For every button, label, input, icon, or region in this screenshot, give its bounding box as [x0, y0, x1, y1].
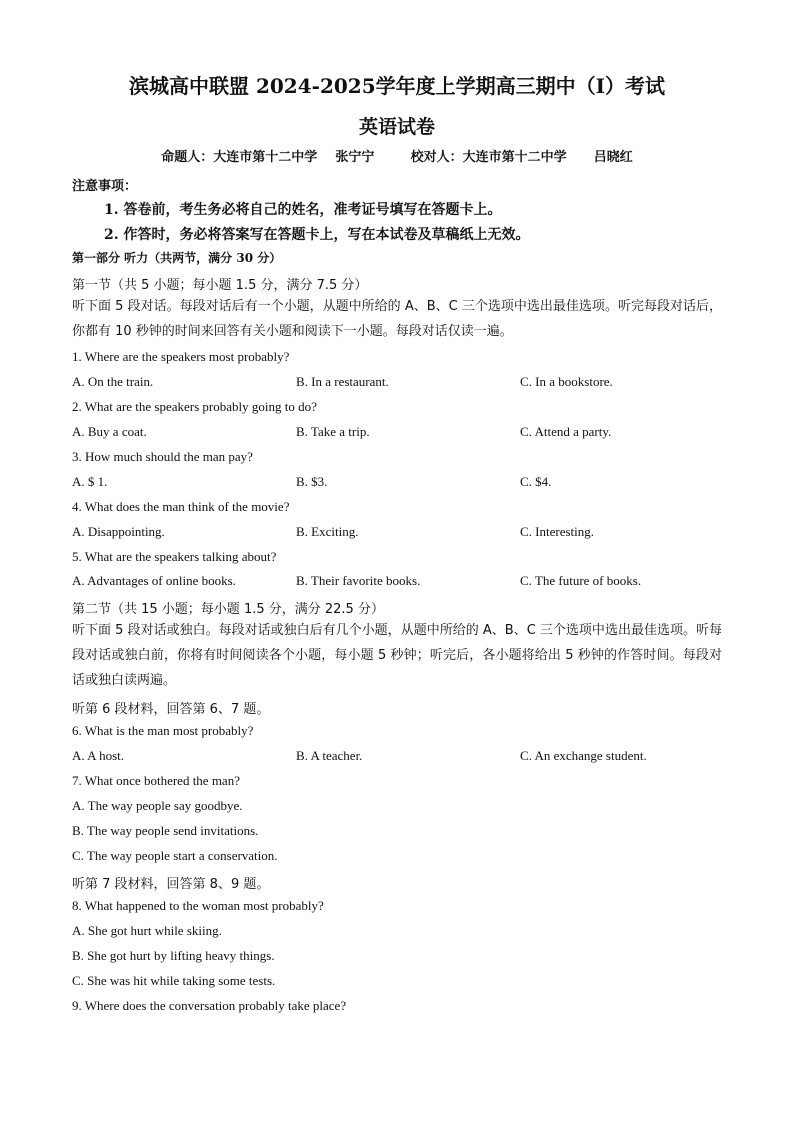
q4-option-c: C. Interesting.: [520, 524, 595, 539]
q3-option-a: A. $ 1.: [72, 474, 108, 489]
notice-heading: 注意事项：: [72, 179, 138, 194]
q5-option-a: A. Advantages of online books.: [72, 573, 236, 588]
question-1: 1. Where are the speakers most probably?: [72, 349, 290, 364]
exam-title: 滨城高中联盟 2024-2025学年度上学期高三期中（I）考试: [129, 74, 665, 98]
notice-item-2: 2. 作答时，务必将答案写在答题卡上，写在本试卷及草稿纸上无效。: [104, 227, 530, 243]
section2-heading: 第二节（共 15 小题；每小题 1.5 分，满分 22.5 分）: [72, 602, 384, 617]
q8-option-b: B. She got hurt by lifting heavy things.: [72, 948, 275, 963]
part1-heading: 第一部分 听力（共两节，满分 30 分）: [72, 251, 282, 265]
q1-option-c: C. In a bookstore.: [520, 374, 613, 389]
q1-option-b: B. In a restaurant.: [296, 374, 389, 389]
material-7-label: 听第 7 段材料，回答第 8、9 题。: [72, 877, 270, 892]
q3-option-b: B. $3.: [296, 474, 328, 489]
question-5: 5. What are the speakers talking about?: [72, 549, 277, 564]
question-3: 3. How much should the man pay?: [72, 449, 253, 464]
question-9: 9. Where does the conversation probably take place?: [72, 998, 347, 1013]
q6-option-b: B. A teacher.: [296, 748, 363, 763]
q6-option-a: A. A host.: [72, 748, 125, 763]
q3-option-c: C. $4.: [520, 474, 552, 489]
authors-line: 命题人：大连市第十二中学 张宁宁 校对人：大连市第十二中学 吕晓红: [161, 150, 633, 165]
question-6: 6. What is the man most probably?: [72, 723, 254, 738]
q7-option-a: A. The way people say goodbye.: [72, 798, 243, 813]
section2-instructions: 听下面 5 段对话或独白。每段对话或独白后有几个小题，从题中所给的 A、B、C 三个选项中选出最佳选项。听每段对话或独白前，你将有时间阅读各个小题，每小题 5 秒钟；听完后，各小题将给出 5 秒钟的作答时间。每段对话或独白读两遍。: [72, 623, 722, 688]
q2-option-c: C. Attend a party.: [520, 424, 612, 439]
q1-option-a: A. On the train.: [72, 374, 154, 389]
q7-option-b: B. The way people send invitations.: [72, 823, 259, 838]
question-7: 7. What once bothered the man?: [72, 773, 240, 788]
q4-option-a: A. Disappointing.: [72, 524, 165, 539]
question-2: 2. What are the speakers probably going to do?: [72, 399, 317, 414]
exam-subtitle: 英语试卷: [358, 116, 435, 138]
question-4: 4. What does the man think of the movie?: [72, 499, 290, 514]
q8-option-a: A. She got hurt while skiing.: [72, 923, 222, 938]
q7-option-c: C. The way people start a conservation.: [72, 848, 278, 863]
q8-option-c: C. She was hit while taking some tests.: [72, 973, 276, 988]
material-6-label: 听第 6 段材料，回答第 6、7 题。: [72, 702, 270, 717]
section1-heading: 第一节（共 5 小题；每小题 1.5 分，满分 7.5 分）: [72, 278, 368, 293]
q5-option-b: B. Their favorite books.: [296, 573, 421, 588]
q2-option-a: A. Buy a coat.: [72, 424, 147, 439]
notice-item-1: 1. 答卷前，考生务必将自己的姓名，准考证号填写在答题卡上。: [104, 202, 502, 218]
section1-instructions: 听下面 5 段对话。每段对话后有一个小题，从题中所给的 A、B、C 三个选项中选出最佳选项。听完每段对话后，你都有 10 秒钟的时间来回答有关小题和阅读下一小题。每段对话仅读一遍。: [72, 299, 722, 339]
q4-option-b: B. Exciting.: [296, 524, 359, 539]
q5-option-c: C. The future of books.: [520, 573, 642, 588]
q2-option-b: B. Take a trip.: [296, 424, 370, 439]
question-8: 8. What happened to the woman most probably?: [72, 898, 324, 913]
q6-option-c: C. An exchange student.: [520, 748, 647, 763]
